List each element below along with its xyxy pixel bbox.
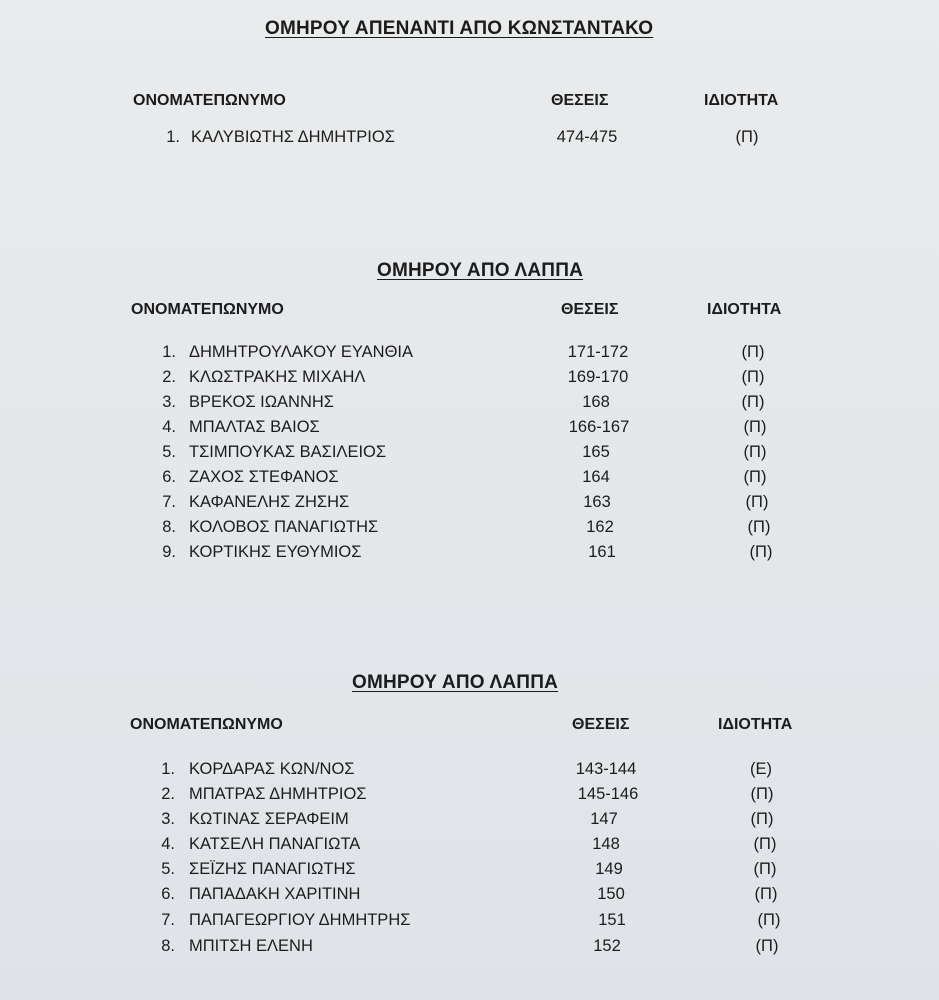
- row-number: 7.: [162, 493, 176, 511]
- row-role: (Π): [741, 393, 765, 411]
- row-role: (Π): [747, 518, 771, 536]
- row-role: (Π): [753, 835, 777, 853]
- row-name: ΠΑΠΑΓΕΩΡΓΙΟΥ ΔΗΜΗΤΡΗΣ: [189, 911, 411, 929]
- row-positions: 166-167: [568, 418, 630, 436]
- header-name: ΟΝΟΜΑΤΕΠΩΝΥΜΟ: [130, 716, 283, 733]
- table-row: [0, 393, 939, 418]
- row-positions: 147: [590, 810, 618, 828]
- row-positions: 145-146: [577, 785, 639, 803]
- row-positions: 149: [595, 860, 623, 878]
- row-positions: 162: [586, 518, 614, 536]
- row-number: 7.: [161, 911, 175, 929]
- row-name: ΚΟΡΤΙΚΗΣ ΕΥΘΥΜΙΟΣ: [189, 543, 362, 561]
- row-positions: 150: [597, 885, 625, 903]
- row-name: ΒΡΕΚΟΣ ΙΩΑΝΝΗΣ: [189, 393, 335, 411]
- header-role: ΙΔΙΟΤΗΤΑ: [718, 716, 793, 733]
- table-row: [0, 937, 939, 962]
- row-number: 8.: [162, 518, 176, 536]
- row-positions: 148: [592, 835, 620, 853]
- row-role: (Π): [754, 885, 778, 903]
- table-row: [0, 760, 939, 785]
- row-positions: 163: [583, 493, 611, 511]
- row-number: 6.: [162, 468, 176, 486]
- row-positions: 151: [598, 911, 626, 929]
- header-name: ΟΝΟΜΑΤΕΠΩΝΥΜΟ: [133, 92, 286, 109]
- header-positions: ΘΕΣΕΙΣ: [561, 301, 619, 318]
- header-positions: ΘΕΣΕΙΣ: [551, 92, 609, 109]
- row-name: ΜΠΙΤΣΗ ΕΛΕΝΗ: [189, 937, 313, 955]
- row-role: (Π): [750, 785, 774, 803]
- table-row: [0, 911, 939, 936]
- row-positions: 143-144: [575, 760, 637, 778]
- row-name: ΚΑΤΣΕΛΗ ΠΑΝΑΓΙΩΤΑ: [189, 835, 361, 853]
- row-name: ΜΠΑΛΤΑΣ ΒΑΙΟΣ: [189, 418, 320, 436]
- row-role: (Π): [741, 368, 765, 386]
- row-role: (Π): [757, 911, 781, 929]
- row-role: (Π): [743, 443, 767, 461]
- row-name: ΚΛΩΣΤΡΑΚΗΣ ΜΙΧΑΗΛ: [189, 368, 366, 386]
- row-positions: 474-475: [556, 128, 618, 146]
- row-positions: 161: [588, 543, 616, 561]
- table-row: [0, 885, 939, 910]
- row-name: ΠΑΠΑΔΑΚΗ ΧΑΡΙΤΙΝΗ: [189, 885, 361, 903]
- row-number: 1.: [162, 343, 176, 361]
- row-positions: 171-172: [567, 343, 629, 361]
- row-number: 4.: [162, 418, 176, 436]
- header-name: ΟΝΟΜΑΤΕΠΩΝΥΜΟ: [131, 301, 284, 318]
- row-number: 2.: [162, 368, 176, 386]
- header-role: ΙΔΙΟΤΗΤΑ: [707, 301, 782, 318]
- section-title: ΟΜΗΡΟΥ ΑΠΕΝΑΝΤΙ ΑΠΟ ΚΩΝΣΤΑΝΤΑΚΟ: [265, 18, 654, 39]
- row-number: 3.: [161, 810, 175, 828]
- table-row: [0, 418, 939, 443]
- row-role: (Π): [753, 860, 777, 878]
- row-number: 6.: [161, 885, 175, 903]
- row-number: 8.: [161, 937, 175, 955]
- row-name: ΖΑΧΟΣ ΣΤΕΦΑΝΟΣ: [189, 468, 339, 486]
- row-role: (Ε): [750, 760, 772, 778]
- section-title: ΟΜΗΡΟΥ ΑΠΟ ΛΑΠΠΑ: [352, 672, 559, 693]
- table-row: [0, 835, 939, 860]
- row-name: ΣΕΪΖΗΣ ΠΑΝΑΓΙΩΤΗΣ: [189, 860, 356, 878]
- row-name: ΚΟΛΟΒΟΣ ΠΑΝΑΓΙΩΤΗΣ: [189, 518, 379, 536]
- row-name: ΚΑΦΑΝΕΛΗΣ ΖΗΣΗΣ: [189, 493, 350, 511]
- section-title: ΟΜΗΡΟΥ ΑΠΟ ΛΑΠΠΑ: [377, 260, 584, 281]
- row-positions: 168: [582, 393, 610, 411]
- row-role: (Π): [755, 937, 779, 955]
- table-row: [0, 785, 939, 810]
- row-name: ΔΗΜΗΤΡΟΥΛΑΚΟΥ ΕΥΑΝΘΙΑ: [189, 343, 414, 361]
- row-name: ΤΣΙΜΠΟΥΚΑΣ ΒΑΣΙΛΕΙΟΣ: [189, 443, 387, 461]
- row-positions: 152: [593, 937, 621, 955]
- row-number: 1.: [161, 760, 175, 778]
- table-row: [0, 343, 939, 368]
- table-row: [0, 368, 939, 393]
- row-positions: 169-170: [567, 368, 629, 386]
- row-role: (Π): [743, 418, 767, 436]
- table-row: [0, 543, 939, 568]
- row-role: (Π): [750, 810, 774, 828]
- header-positions: ΘΕΣΕΙΣ: [572, 716, 630, 733]
- row-number: 5.: [162, 443, 176, 461]
- table-row: [0, 493, 939, 518]
- row-name: ΚΑΛΥΒΙΩΤΗΣ ΔΗΜΗΤΡΙΟΣ: [191, 128, 395, 146]
- row-role: (Π): [749, 543, 773, 561]
- row-role: (Π): [743, 468, 767, 486]
- row-positions: 164: [582, 468, 610, 486]
- table-row: [0, 468, 939, 493]
- table-row: [0, 860, 939, 885]
- row-name: ΚΟΡΔΑΡΑΣ ΚΩΝ/ΝΟΣ: [189, 760, 355, 778]
- table-row: [0, 518, 939, 543]
- row-number: 3.: [162, 393, 176, 411]
- row-number: 4.: [161, 835, 175, 853]
- row-number: 1.: [166, 128, 180, 146]
- header-role: ΙΔΙΟΤΗΤΑ: [704, 92, 779, 109]
- row-number: 2.: [161, 785, 175, 803]
- row-role: (Π): [745, 493, 769, 511]
- row-name: ΜΠΑΤΡΑΣ ΔΗΜΗΤΡΙΟΣ: [189, 785, 367, 803]
- row-number: 5.: [161, 860, 175, 878]
- table-row: [0, 128, 939, 153]
- table-row: [0, 443, 939, 468]
- table-row: [0, 810, 939, 835]
- row-role: (Π): [741, 343, 765, 361]
- row-number: 9.: [162, 543, 176, 561]
- row-name: ΚΩΤΙΝΑΣ ΣΕΡΑΦΕΙΜ: [189, 810, 349, 828]
- row-positions: 165: [582, 443, 610, 461]
- row-role: (Π): [735, 128, 759, 146]
